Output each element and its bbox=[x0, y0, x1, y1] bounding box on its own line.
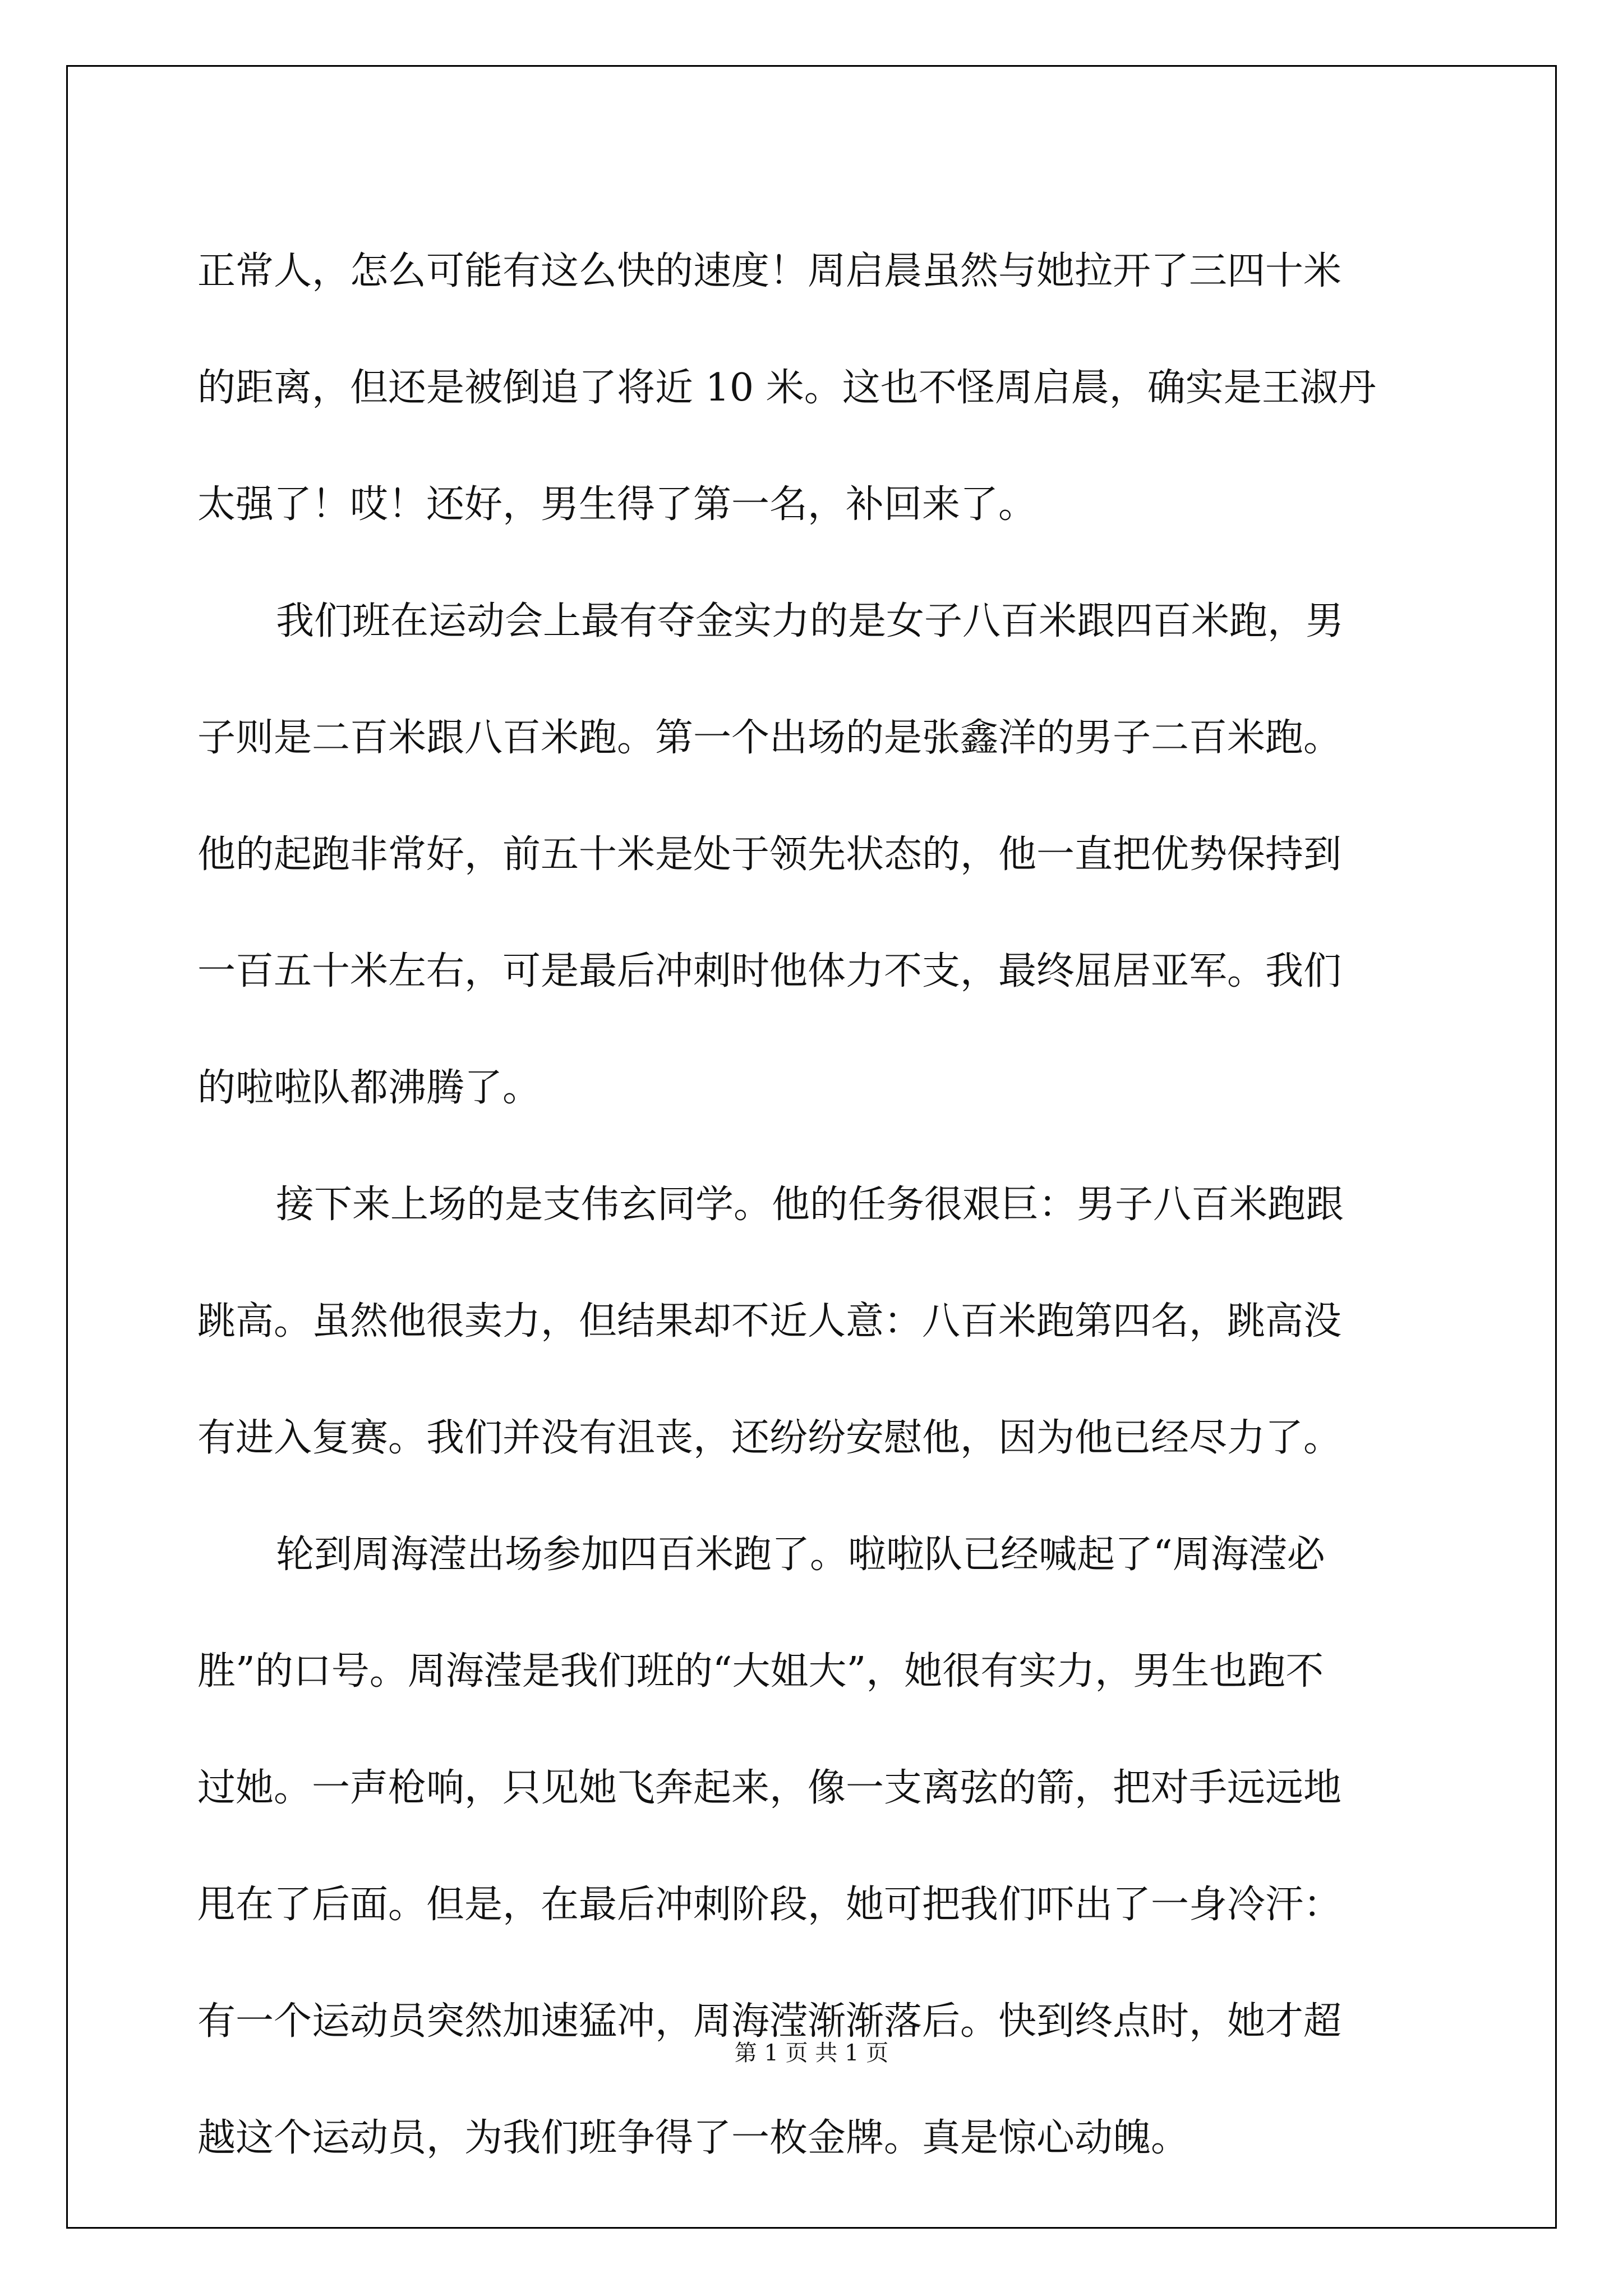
text-line-13: 胜”的口号。周海滢是我们班的“大姐大”，她很有实力，男生也跑不 bbox=[197, 1649, 1324, 1694]
text-line-6: 他的起跑非常好，前五十米是处于领先状态的，他一直把优势保持到 bbox=[197, 832, 1342, 877]
text-line-12: 轮到周海滢出场参加四百米跑了。啦啦队已经喊起了“周海滢必 bbox=[276, 1533, 1325, 1577]
text-line-5: 子则是二百米跟八百米跑。第一个出场的是张鑫洋的男子二百米跑。 bbox=[197, 716, 1342, 760]
page-number-label: 第 1 页 共 1 页 bbox=[734, 2040, 889, 2066]
page-footer bbox=[0, 2035, 1623, 2067]
document-body bbox=[197, 213, 1431, 2197]
text-line-17: 越这个运动员，为我们班争得了一枚金牌。真是惊心动魄。 bbox=[197, 2116, 1189, 2160]
text-line-7: 一百五十米左右，可是最后冲刺时他体力不支，最终屈居亚军。我们 bbox=[197, 949, 1342, 993]
text-line-9: 接下来上场的是支伟玄同学。他的任务很艰巨：男子八百米跑跟 bbox=[276, 1182, 1344, 1227]
text-line-4: 我们班在运动会上最有夺金实力的是女子八百米跟四百米跑，男 bbox=[276, 599, 1344, 643]
text-line-16: 有一个运动员突然加速猛冲，周海滢渐渐落后。快到终点时，她才超 bbox=[197, 1999, 1342, 2044]
text-line-14: 过她。一声枪响，只见她飞奔起来，像一支离弦的箭，把对手远远地 bbox=[197, 1766, 1342, 1810]
text-line-10: 跳高。虽然他很卖力，但结果却不近人意：八百米跑第四名，跳高没 bbox=[197, 1299, 1342, 1343]
text-line-2: 的距离，但还是被倒追了将近 10 米。这也不怪周启晨，确实是王淑丹 bbox=[197, 366, 1376, 410]
text-line-11: 有进入复赛。我们并没有沮丧，还纷纷安慰他，因为他已经尽力了。 bbox=[197, 1416, 1342, 1460]
text-line-3: 太强了！哎！还好，男生得了第一名，补回来了。 bbox=[197, 482, 1037, 527]
text-line-15: 甩在了后面。但是，在最后冲刺阶段，她可把我们吓出了一身冷汗： bbox=[197, 1883, 1342, 1927]
text-line-8: 的啦啦队都沸腾了。 bbox=[197, 1066, 541, 1110]
text-line-1: 正常人，怎么可能有这么快的速度！周启晨虽然与她拉开了三四十米 bbox=[197, 249, 1342, 293]
